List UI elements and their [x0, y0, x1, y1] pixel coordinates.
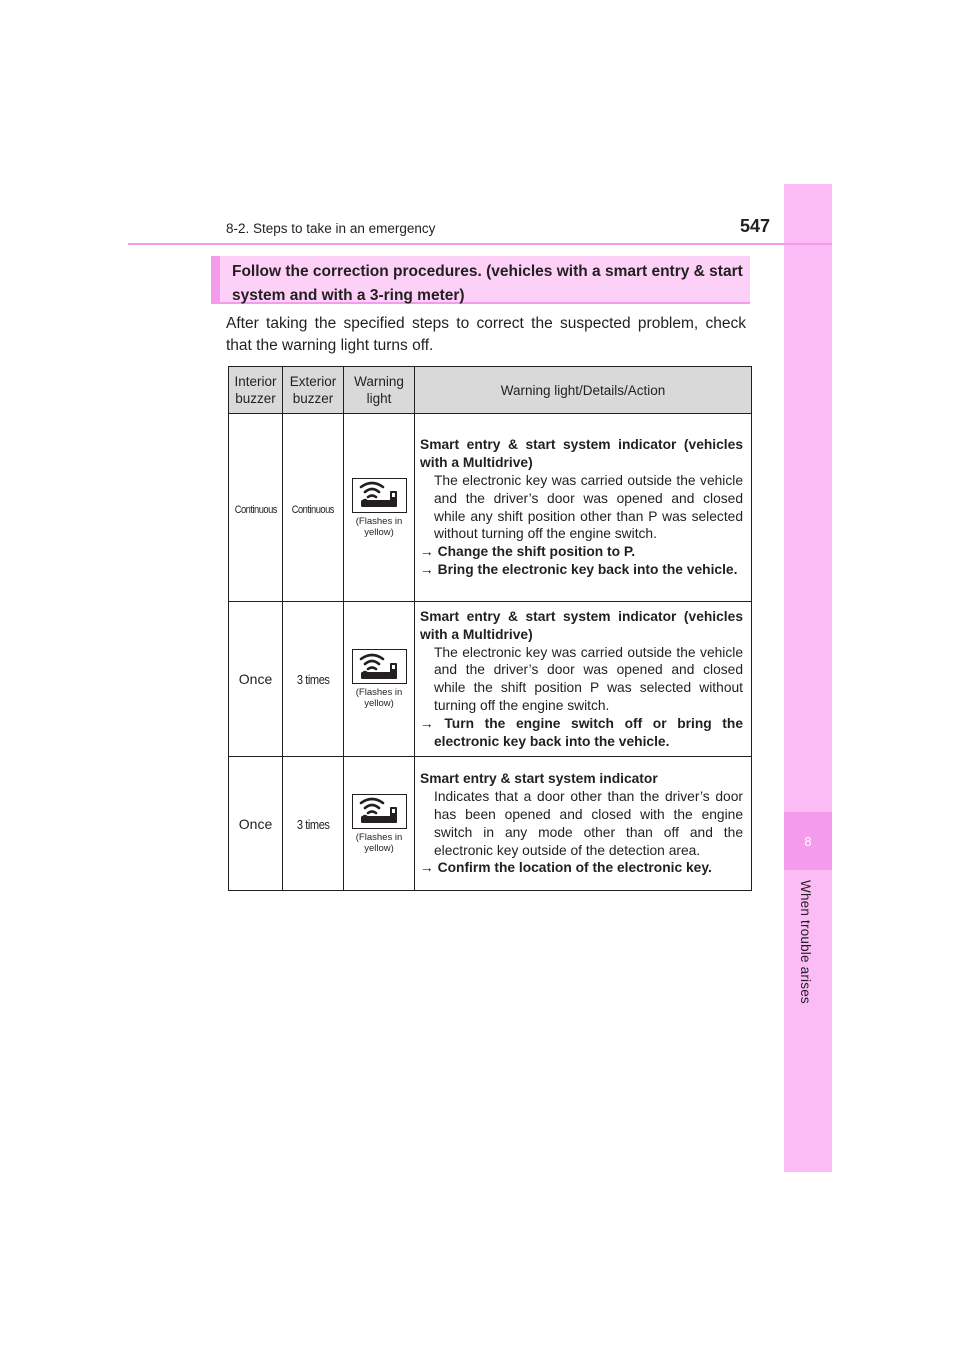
smart-key-signal-icon	[352, 649, 407, 684]
interior-buzzer-value: Continuous	[234, 503, 277, 516]
action-list	[420, 543, 743, 579]
indicator-title: Smart entry & start system indicator (vehicles with a Multidrive)	[420, 609, 743, 642]
flash-note: (Flashes in yellow)	[355, 831, 403, 854]
section-title: 8-2. Steps to take in an emergency	[226, 221, 436, 236]
warning-light-cell	[344, 602, 415, 757]
table-row	[229, 414, 752, 602]
page-number: 547	[740, 216, 771, 236]
chapter-side-tab	[784, 184, 832, 1172]
warning-light-cell	[344, 757, 415, 891]
indicator-description: Indicates that a door other than the driver’s door has been opened and closed with the engine switch in any mode other than off and the electronic key outside of the detection area.	[434, 789, 743, 858]
flash-note: (Flashes in yellow)	[355, 515, 403, 538]
exterior-buzzer-value: Continuous	[291, 503, 335, 516]
indicator-description: The electronic key was carried outside the vehicle and the driver’s door was opened and closed while any shift position other than P was selected without turning off the engine switch.	[434, 472, 743, 542]
details-cell	[415, 414, 752, 602]
indicator-description: The electronic key was carried outside the vehicle and the driver’s door was opened and closed while the shift position P was selected without turning off the engine switch.	[434, 644, 743, 713]
exterior-buzzer-value: 3 times	[296, 816, 330, 832]
interior-buzzer-cell	[229, 757, 283, 891]
heading-box	[211, 256, 750, 304]
table-header-row	[229, 367, 752, 414]
interior-buzzer-value: Once	[238, 815, 273, 832]
details-cell	[415, 757, 752, 891]
table-row	[229, 757, 752, 891]
action-item: → Turn the engine switch off or bring the electronic key back into the vehicle.	[420, 715, 743, 749]
details-cell	[415, 602, 752, 757]
interior-buzzer-cell	[229, 602, 283, 757]
intro-paragraph: After taking the specified steps to correct the suspected problem, check that the warning light turns off.	[226, 315, 746, 354]
action-item: → Confirm the location of the electronic key.	[420, 860, 712, 876]
action-item: → Bring the electronic key back into the vehicle.	[420, 561, 738, 577]
col-header-details: Warning light/Details/Action	[415, 367, 752, 414]
exterior-buzzer-cell	[283, 602, 344, 757]
action-item: → Change the shift position to P.	[420, 544, 636, 560]
header-divider	[128, 243, 832, 245]
exterior-buzzer-value: 3 times	[296, 672, 330, 688]
indicator-title: Smart entry & start system indicator (vehicles with a Multidrive)	[420, 437, 743, 471]
table-row	[229, 602, 752, 757]
heading-text: Follow the correction procedures. (vehicles with a smart entry & start system and with a 3-ring meter)	[232, 263, 743, 304]
interior-buzzer-cell	[229, 414, 283, 602]
action-list	[420, 859, 743, 877]
warning-table	[228, 366, 752, 891]
col-header-warning: Warning light	[344, 367, 415, 414]
warning-light-cell	[344, 414, 415, 602]
col-header-exterior: Exterior buzzer	[283, 367, 344, 414]
col-header-interior: Interior buzzer	[229, 367, 283, 414]
action-list	[420, 715, 743, 751]
interior-buzzer-value: Once	[238, 671, 273, 688]
chapter-title: When trouble arises	[798, 880, 813, 1004]
chapter-number: 8	[784, 812, 832, 870]
exterior-buzzer-cell	[283, 757, 344, 891]
flash-note: (Flashes in yellow)	[355, 687, 403, 710]
smart-key-signal-icon	[352, 794, 407, 829]
exterior-buzzer-cell	[283, 414, 344, 602]
indicator-title: Smart entry & start system indicator	[420, 771, 658, 787]
smart-key-signal-icon	[352, 478, 407, 513]
